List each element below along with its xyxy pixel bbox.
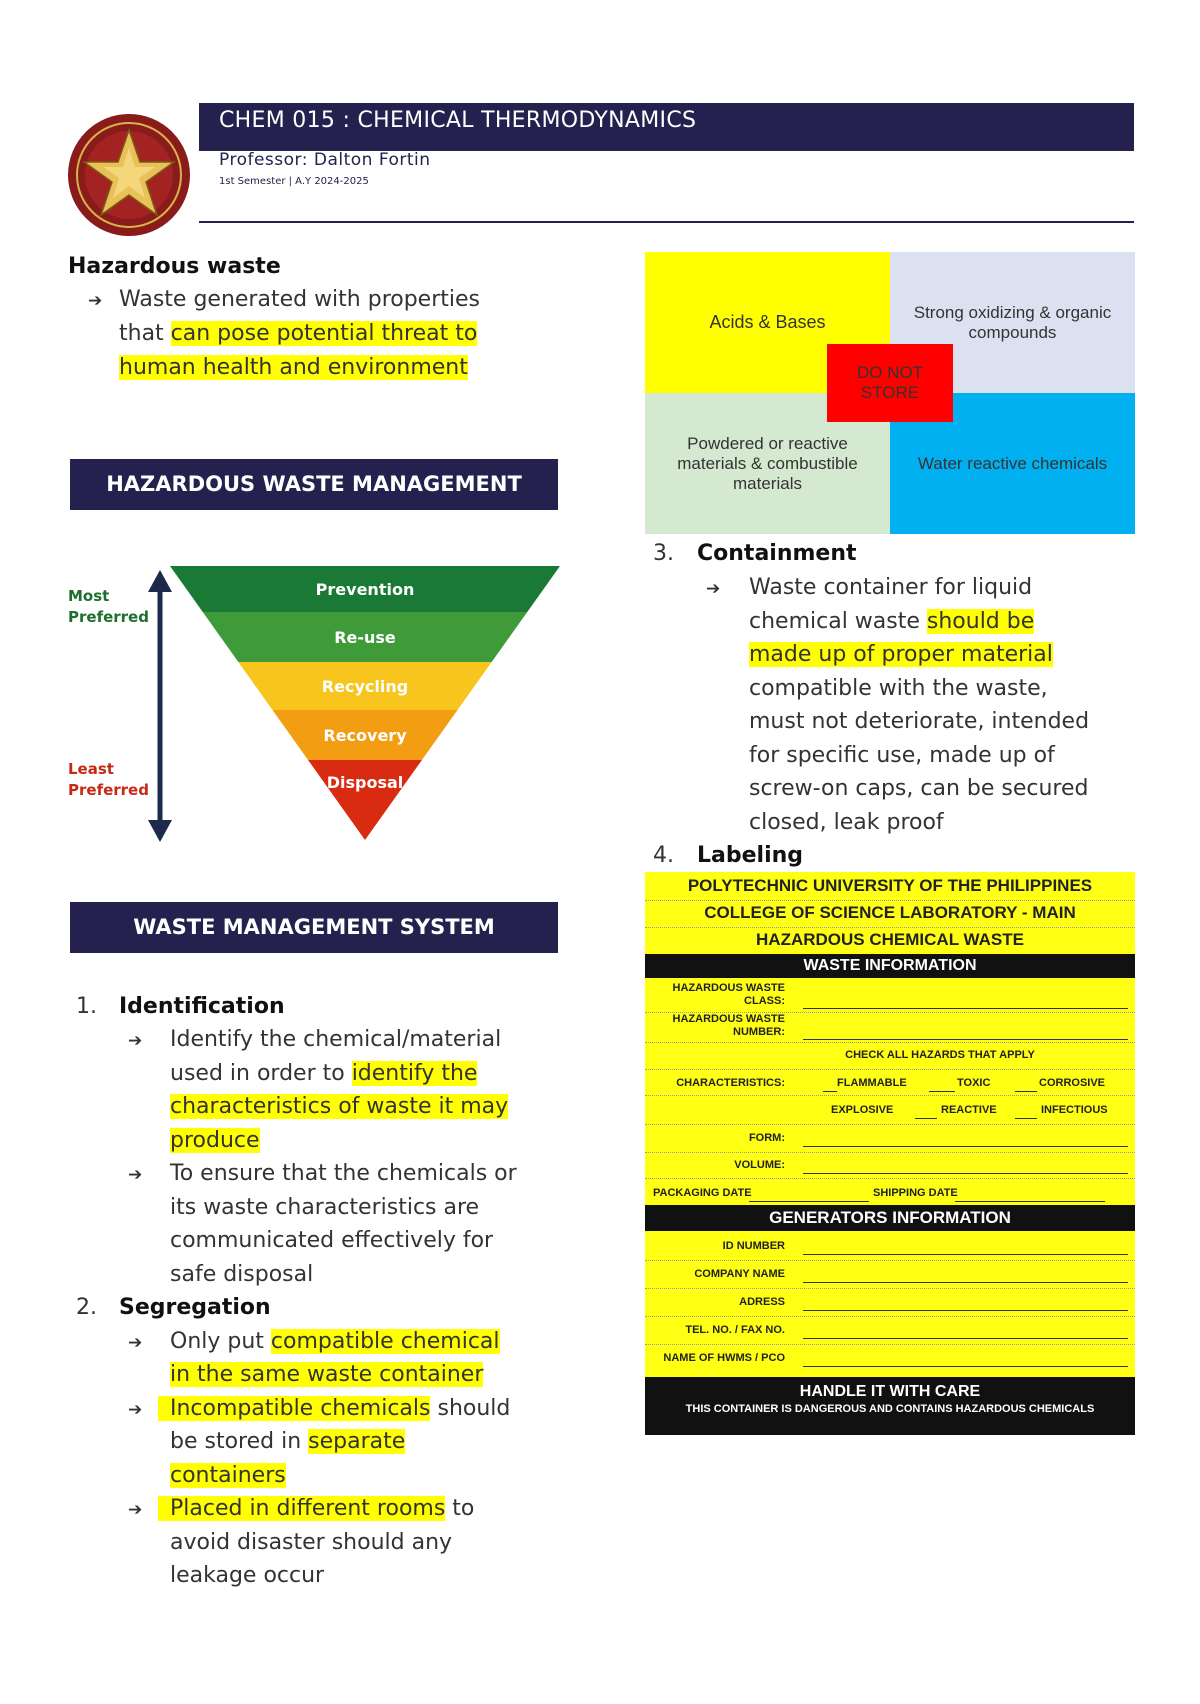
containment-l7: screw-on caps, can be secured xyxy=(749,776,1089,801)
containment-l4: compatible with the waste, xyxy=(749,676,1048,701)
item-number-4: 4. xyxy=(653,843,674,868)
do-not-store-cell: DO NOT STORE xyxy=(827,344,953,422)
identification-b1-l4: produce xyxy=(170,1128,260,1153)
label-packaging-date: PACKAGING DATE xyxy=(653,1187,752,1199)
arrow-icon: ➔ xyxy=(88,291,103,311)
arrow-icon: ➔ xyxy=(128,1400,143,1420)
identification-b2-l4: safe disposal xyxy=(170,1262,314,1287)
item-number-1: 1. xyxy=(76,994,97,1019)
label-handle-bar xyxy=(645,1377,1135,1435)
identification-b1-l1: Identify the chemical/material xyxy=(170,1027,502,1052)
acids-bases-cell: Acids & Bases xyxy=(645,252,890,393)
label-toxic-checkbox[interactable]: TOXIC xyxy=(957,1077,991,1089)
label-generators-bar: GENERATORS INFORMATION xyxy=(645,1205,1135,1231)
pyramid-level-disposal xyxy=(308,760,422,840)
label-shipping-date: SHIPPING DATE xyxy=(873,1187,958,1199)
containment-heading: Containment xyxy=(697,541,857,566)
arrow-icon: ➔ xyxy=(128,1165,143,1185)
label-handle-text: HANDLE IT WITH CARE xyxy=(799,1383,981,1400)
course-title: CHEM 015 : CHEMICAL THERMODYNAMICS xyxy=(219,108,697,133)
item-number-3: 3. xyxy=(653,541,674,566)
pyramid-label-prevention: Prevention xyxy=(315,580,415,599)
segregation-b2-l1: Incompatible chemicals should xyxy=(158,1392,510,1426)
hazardous-waste-line2: that can pose potential threat to xyxy=(119,321,478,346)
storage-compatibility-chart xyxy=(645,252,1135,534)
containment-l1: Waste container for liquid xyxy=(749,575,1033,600)
label-characteristics: CHARACTERISTICS: xyxy=(676,1077,785,1089)
label-class-field: HAZARDOUS WASTE CLASS: xyxy=(672,982,785,1007)
label-reactive-checkbox[interactable]: REACTIVE xyxy=(941,1104,997,1116)
hazardous-waste-label xyxy=(645,872,1135,1435)
powdered-cell: Powdered or reactive materials & combustible materials xyxy=(645,393,890,534)
label-waste-info-bar: WASTE INFORMATION xyxy=(645,954,1135,978)
label-hwms: NAME OF HWMS / PCO xyxy=(663,1352,785,1364)
label-explosive-checkbox[interactable]: EXPLOSIVE xyxy=(831,1104,894,1116)
segregation-b3-l3: leakage occur xyxy=(170,1563,325,1588)
label-company-name: COMPANY NAME xyxy=(694,1268,785,1280)
label-number-field: HAZARDOUS WASTE NUMBER: xyxy=(672,1013,785,1038)
section-banner-system: WASTE MANAGEMENT SYSTEM xyxy=(70,902,558,953)
semester-label: 1st Semester | A.Y 2024-2025 xyxy=(219,176,369,187)
segregation-b1-l1: Only put compatible chemical xyxy=(170,1329,500,1354)
segregation-heading: Segregation xyxy=(119,1295,271,1320)
containment-l6: for specific use, made up of xyxy=(749,743,1055,768)
containment-l2: chemical waste should be xyxy=(749,609,1035,634)
professor-name: Professor: Dalton Fortin xyxy=(219,150,431,170)
label-address: ADRESS xyxy=(739,1296,785,1308)
segregation-b3-l2: avoid disaster should any xyxy=(170,1530,453,1555)
identification-b2-l1: To ensure that the chemicals or xyxy=(170,1161,517,1186)
label-infectious-checkbox[interactable]: INFECTIOUS xyxy=(1041,1104,1108,1116)
most-preferred-label: Most Preferred xyxy=(68,587,149,626)
arrow-icon: ➔ xyxy=(128,1031,143,1051)
hazardous-waste-line3: human health and environment xyxy=(119,355,468,380)
label-volume-field: VOLUME: xyxy=(734,1159,785,1171)
university-seal-icon xyxy=(66,112,192,238)
least-preferred-label: Least Preferred xyxy=(68,760,149,799)
label-id-number: ID NUMBER xyxy=(722,1240,785,1252)
containment-l8: closed, leak proof xyxy=(749,810,944,835)
identification-b1-l3: characteristics of waste it may xyxy=(170,1094,509,1119)
section-banner-management: HAZARDOUS WASTE MANAGEMENT xyxy=(70,459,558,510)
pyramid-label-recycling: Recycling xyxy=(321,677,409,696)
identification-heading: Identification xyxy=(119,994,285,1019)
label-waste-title: HAZARDOUS CHEMICAL WASTE xyxy=(756,930,1024,949)
segregation-b3-l1: Placed in different rooms to xyxy=(158,1492,474,1526)
pyramid-label-re-use: Re-use xyxy=(334,628,396,647)
label-warning-text: THIS CONTAINER IS DANGEROUS AND CONTAINS HAZARDOUS CHEMICALS xyxy=(685,1403,1095,1415)
pyramid-label-disposal: Disposal xyxy=(326,773,404,792)
label-university: POLYTECHNIC UNIVERSITY OF THE PHILIPPINES xyxy=(687,876,1093,895)
label-tel-fax: TEL. NO. / FAX NO. xyxy=(685,1324,785,1336)
arrow-icon: ➔ xyxy=(706,579,721,599)
label-flammable-checkbox[interactable]: FLAMMABLE xyxy=(837,1077,907,1089)
identification-b1-l2: used in order to identify the xyxy=(170,1061,478,1086)
label-college: COLLEGE OF SCIENCE LABORATORY - MAIN xyxy=(704,903,1076,922)
identification-b2-l2: its waste characteristics are xyxy=(170,1195,480,1220)
containment-l3: made up of proper material xyxy=(749,642,1053,667)
arrow-icon: ➔ xyxy=(128,1333,143,1353)
arrow-icon: ➔ xyxy=(128,1500,143,1520)
segregation-b1-l2: in the same waste container xyxy=(170,1362,484,1387)
segregation-b2-l3: containers xyxy=(170,1463,286,1488)
label-form-field: FORM: xyxy=(748,1132,785,1144)
hazardous-waste-heading: Hazardous waste xyxy=(68,254,281,279)
pyramid-label-recovery: Recovery xyxy=(323,726,407,745)
hazardous-waste-bullet xyxy=(88,283,102,319)
header-divider xyxy=(199,221,1134,223)
segregation-b2-l2: be stored in separate xyxy=(170,1429,406,1454)
label-corrosive-checkbox[interactable]: CORROSIVE xyxy=(1039,1077,1106,1089)
water-reactive-cell: Water reactive chemicals xyxy=(890,393,1135,534)
item-number-2: 2. xyxy=(76,1295,97,1320)
containment-l5: must not deteriorate, intended xyxy=(749,709,1090,734)
hazardous-waste-line1: Waste generated with properties xyxy=(119,287,481,312)
identification-b2-l3: communicated effectively for xyxy=(170,1228,494,1253)
label-check-all: CHECK ALL HAZARDS THAT APPLY xyxy=(845,1049,1035,1061)
oxidizing-cell: Strong oxidizing & organic compounds xyxy=(890,252,1135,393)
waste-hierarchy-pyramid xyxy=(170,566,560,840)
labeling-heading: Labeling xyxy=(697,843,804,868)
